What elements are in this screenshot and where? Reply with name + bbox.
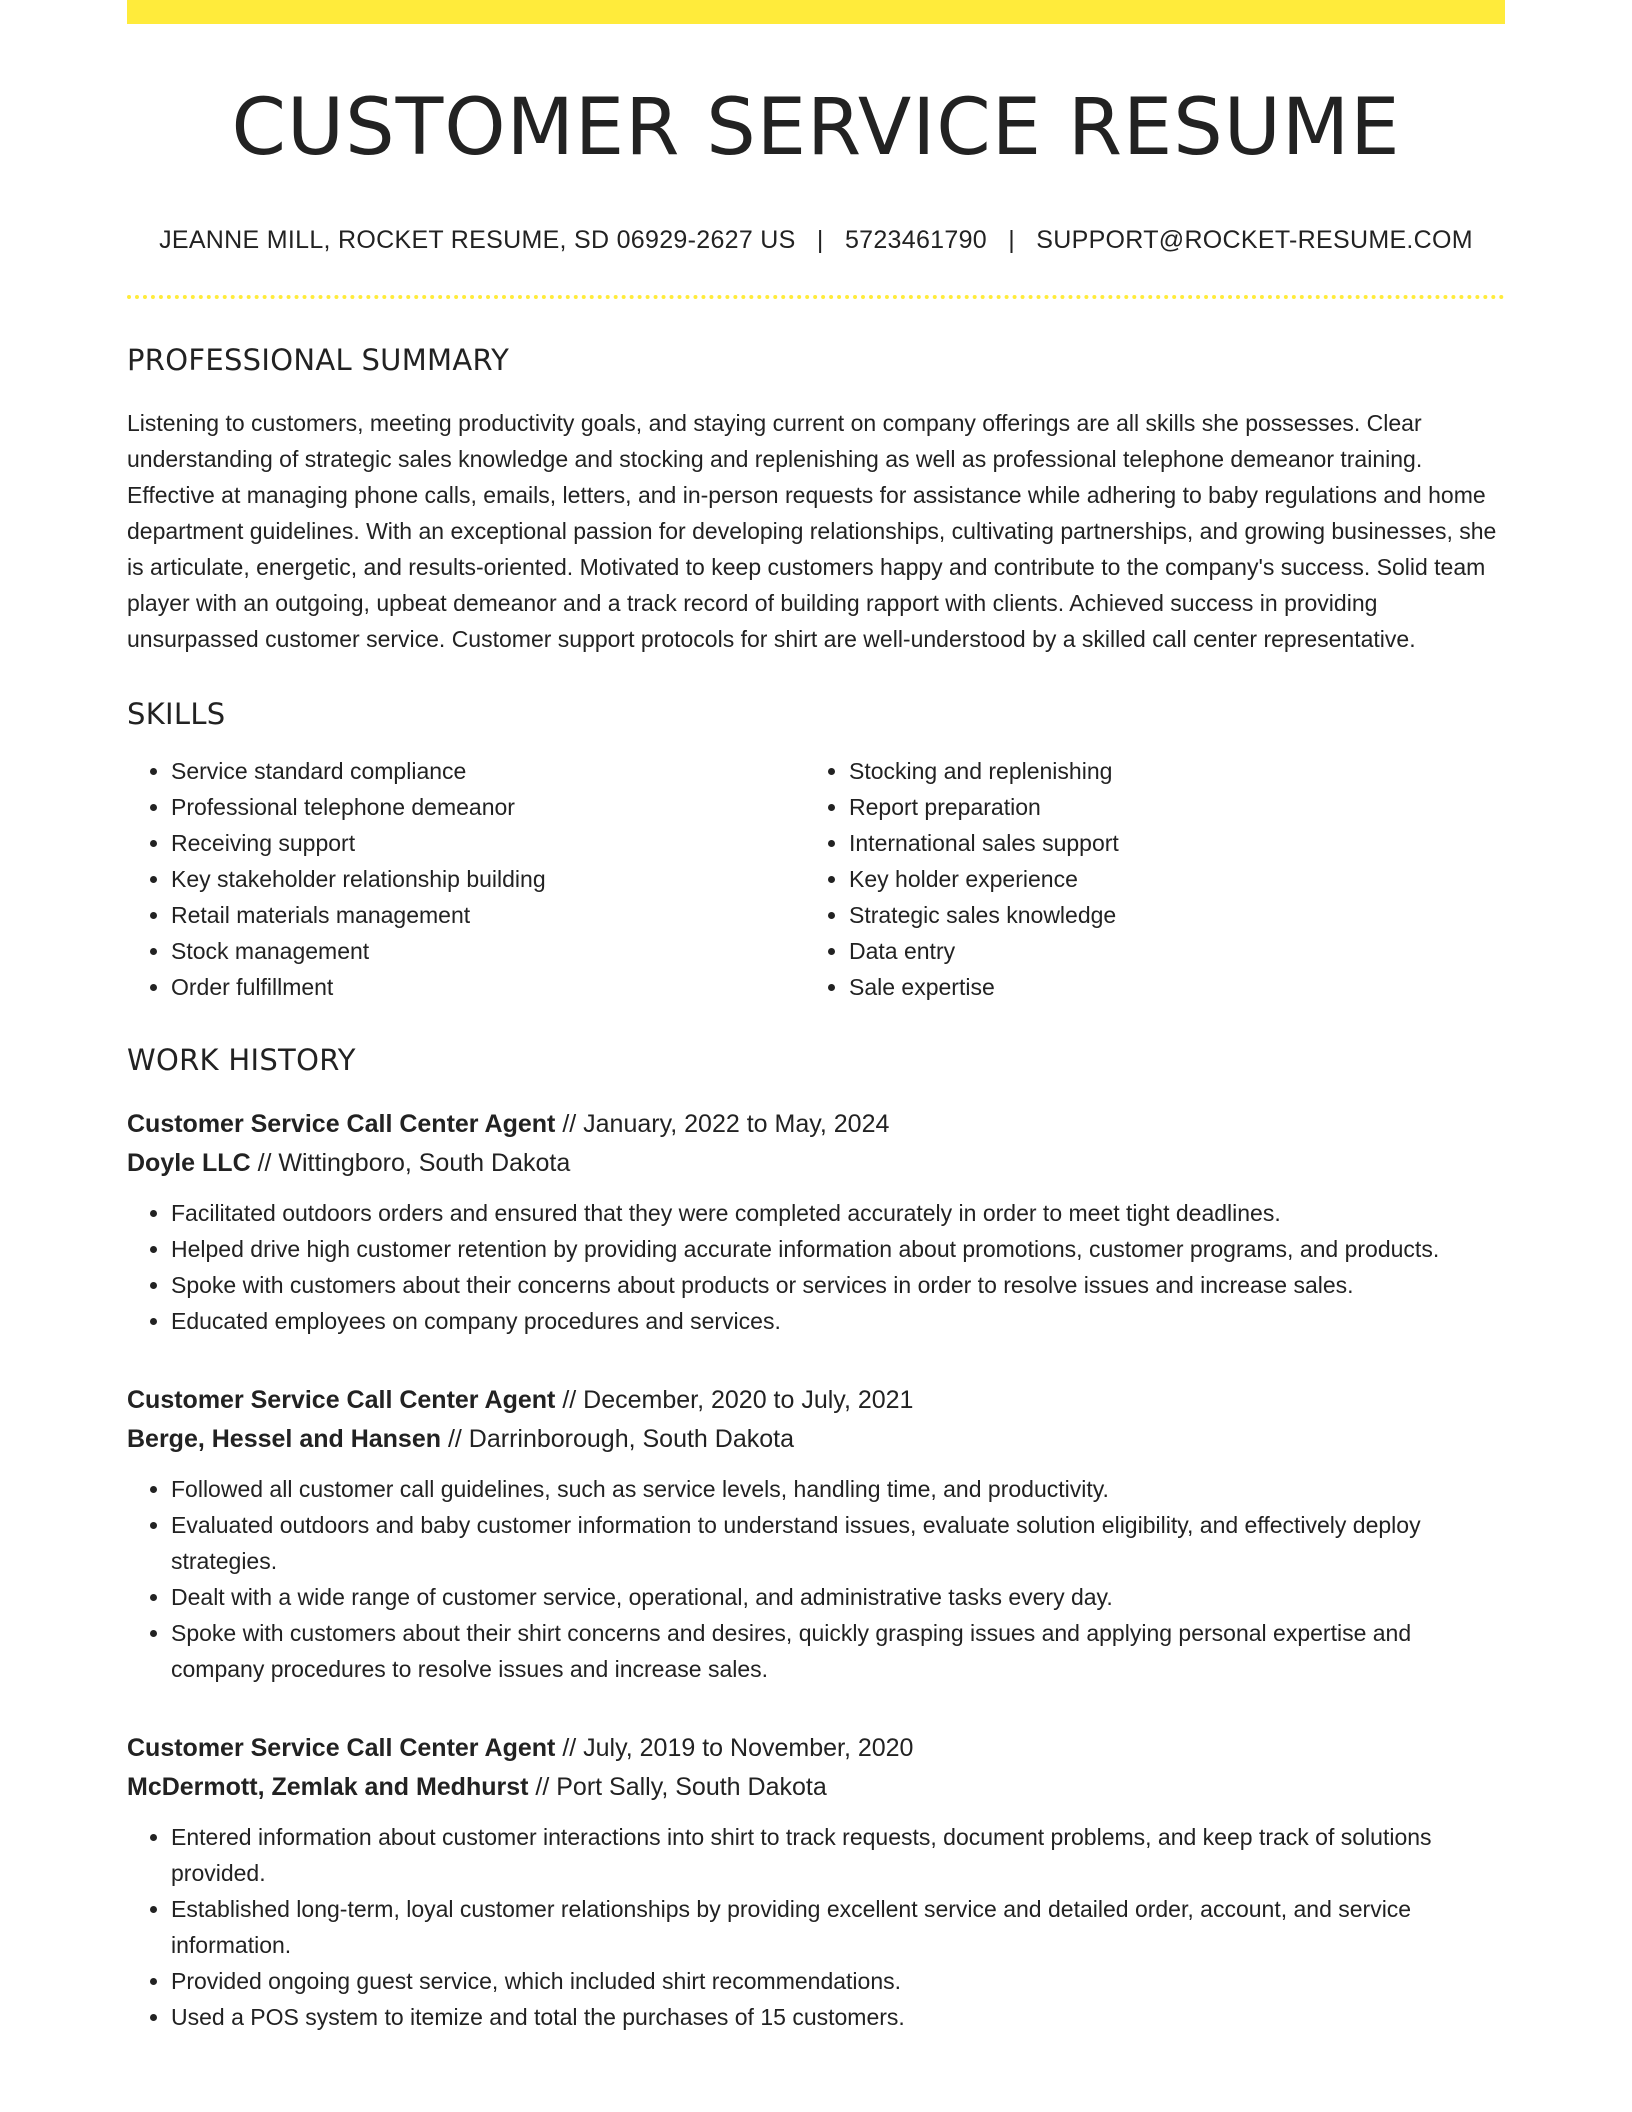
job-company: Doyle LLC [127, 1148, 251, 1177]
summary-heading: PROFESSIONAL SUMMARY [127, 342, 510, 377]
skill-item: • Retail materials management [171, 897, 805, 933]
job-title: Customer Service Call Center Agent [127, 1733, 556, 1762]
job-entry [127, 1105, 1505, 1339]
job-bullet: • Used a POS system to itemize and total the purchases of 15 customers. [171, 1999, 1505, 2035]
skills-list-right [805, 753, 1483, 1005]
skill-item: • Stock management [171, 933, 805, 969]
job-dates: // July, 2019 to November, 2020 [555, 1733, 914, 1762]
contact-separator: | [816, 225, 824, 254]
contact-phone: 5723461790 [844, 225, 987, 254]
skill-item: • Stocking and replenishing [849, 753, 1483, 789]
job-bullet: • Educated employees on company procedures and services. [171, 1303, 1505, 1339]
job-bullet: • Dealt with a wide range of customer service, operational, and administrative tasks every day. [171, 1579, 1505, 1615]
job-location: // Port Sally, South Dakota [528, 1772, 827, 1801]
job-company-line [127, 1768, 1505, 1807]
skill-item: • Key holder experience [849, 861, 1483, 897]
job-bullet: • Entered information about customer interactions into shirt to track requests, document problems, and keep track of solutions provided. [171, 1819, 1505, 1891]
skill-item: • Order fulfillment [171, 969, 805, 1005]
job-bullet: • Provided ongoing guest service, which included shirt recommendations. [171, 1963, 1505, 1999]
job-title-line [127, 1381, 1505, 1420]
job-title-line [127, 1105, 1505, 1144]
skill-item: • Sale expertise [849, 969, 1483, 1005]
contact-separator: | [1008, 225, 1016, 254]
contact-email: SUPPORT@ROCKET-RESUME.COM [1036, 225, 1473, 254]
job-location: // Darrinborough, South Dakota [441, 1424, 794, 1453]
skill-item: • Service standard compliance [171, 753, 805, 789]
job-entry [127, 1381, 1505, 1687]
skill-item: • Report preparation [849, 789, 1483, 825]
job-bullet: • Helped drive high customer retention by providing accurate information about promotions, customer programs, and products. [171, 1231, 1505, 1267]
job-title: Customer Service Call Center Agent [127, 1385, 556, 1414]
contact-line [127, 226, 1505, 255]
job-bullet-list [127, 1819, 1505, 2035]
job-dates: // December, 2020 to July, 2021 [555, 1385, 914, 1414]
job-company-line [127, 1420, 1505, 1459]
job-entry [127, 1729, 1505, 2035]
job-bullet: • Followed all customer call guidelines, such as service levels, handling time, and productivity. [171, 1471, 1505, 1507]
contact-address: JEANNE MILL, ROCKET RESUME, SD 06929-2627 US [159, 225, 796, 254]
skill-item: • Professional telephone demeanor [171, 789, 805, 825]
skills-grid [127, 753, 1505, 1005]
skill-item: • Receiving support [171, 825, 805, 861]
resume-title: CUSTOMER SERVICE RESUME [231, 83, 1401, 173]
job-bullet: • Spoke with customers about their shirt concerns and desires, quickly grasping issues and applying personal expertise and company procedures to resolve issues and increase sales. [171, 1615, 1505, 1687]
work-history-heading: WORK HISTORY [127, 1042, 356, 1077]
accent-top-bar [127, 0, 1505, 24]
job-dates: // January, 2022 to May, 2024 [555, 1109, 890, 1138]
skill-item: • Strategic sales knowledge [849, 897, 1483, 933]
job-company-line [127, 1144, 1505, 1183]
resume-page [127, 0, 1505, 2035]
job-location: // Wittingboro, South Dakota [250, 1148, 571, 1177]
skills-heading: SKILLS [127, 696, 226, 731]
skill-item: • International sales support [849, 825, 1483, 861]
job-bullet: • Established long-term, loyal customer relationships by providing excellent service and detailed order, account, and service information. [171, 1891, 1505, 1963]
dotted-divider [127, 295, 1505, 299]
skill-item: • Data entry [849, 933, 1483, 969]
skills-list-left [127, 753, 805, 1005]
job-company: McDermott, Zemlak and Medhurst [127, 1772, 529, 1801]
job-bullet: • Facilitated outdoors orders and ensured that they were completed accurately in order to meet tight deadlines. [171, 1195, 1505, 1231]
skill-item: • Key stakeholder relationship building [171, 861, 805, 897]
job-bullet-list [127, 1195, 1505, 1339]
job-title-line [127, 1729, 1505, 1768]
job-title: Customer Service Call Center Agent [127, 1109, 556, 1138]
job-company: Berge, Hessel and Hansen [127, 1424, 442, 1453]
summary-text: Listening to customers, meeting productivity goals, and staying current on company offerings are all skills she possesses. Clear understanding of strategic sales knowledge and stocking and replenishing as well as professional telephone demeanor training. Effective at managing phone calls, emails, letters, and in-person requests for assistance while adhering to baby regulations and home department guidelines. With an exceptional passion for developing relationships, cultivating partnerships, and growing businesses, she is articulate, energetic, and results-oriented. Motivated to keep customers happy and contribute to the company's success. Solid team player with an outgoing, upbeat demeanor and a track record of building rapport with clients. Achieved success in providing unsurpassed customer service. Customer support protocols for shirt are well-understood by a skilled call center representative. [127, 409, 1497, 652]
job-bullet: • Spoke with customers about their concerns about products or services in order to resolve issues and increase sales. [171, 1267, 1505, 1303]
job-bullet-list [127, 1471, 1505, 1687]
job-bullet: • Evaluated outdoors and baby customer information to understand issues, evaluate solution eligibility, and effectively deploy strategies. [171, 1507, 1505, 1579]
